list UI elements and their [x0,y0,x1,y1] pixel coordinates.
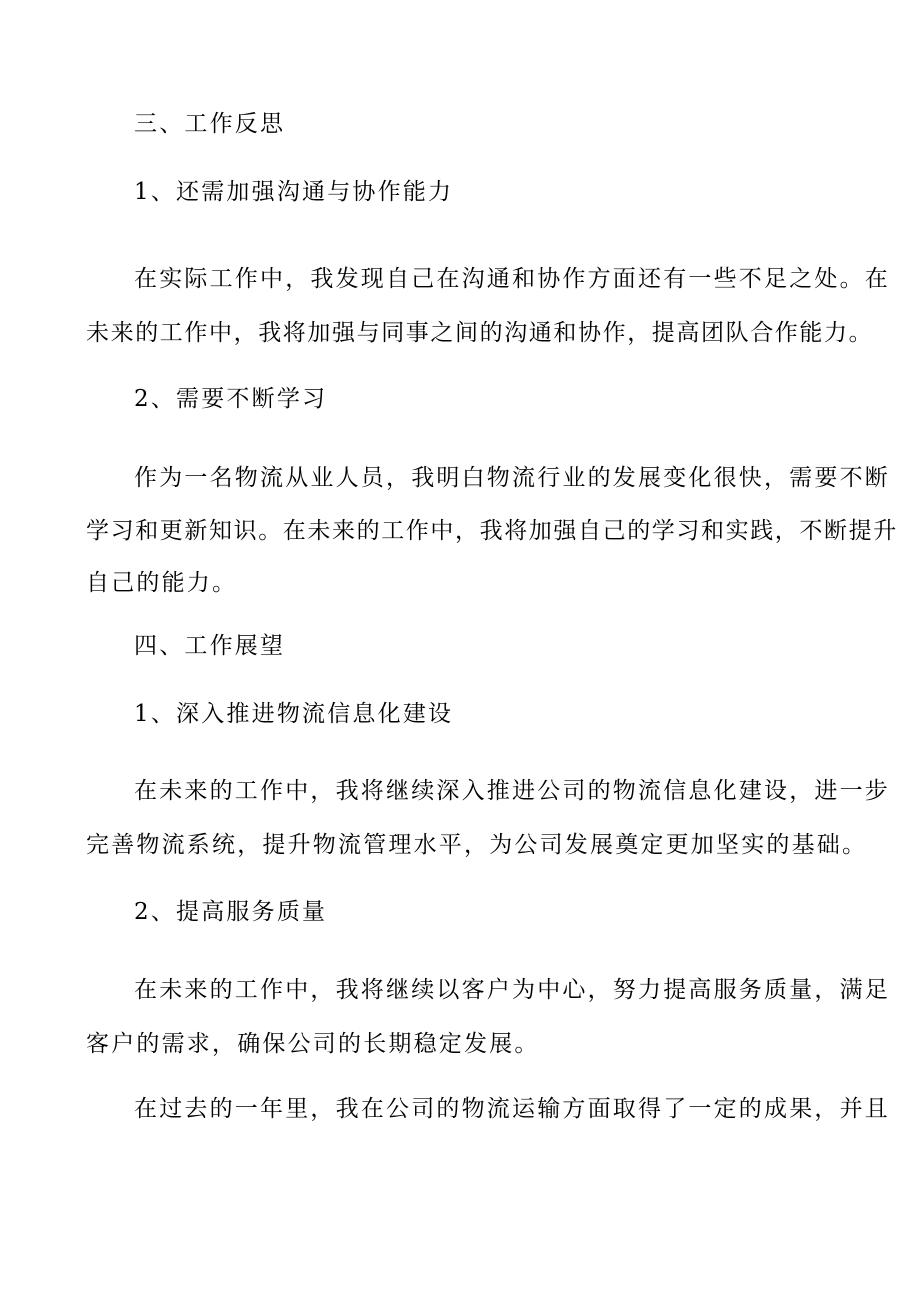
subheading-learning: 2、需要不断学习 [134,386,328,412]
section-heading-reflection: 三、工作反思 [134,111,286,137]
subheading-service-quality: 2、提高服务质量 [134,899,328,925]
paragraph-line: 自己的能力。 [86,570,238,596]
subheading-communication: 1、还需加强沟通与协作能力 [134,179,454,205]
paragraph-line: 在未来的工作中，我将继续深入推进公司的物流信息化建设，进一步 [134,778,890,804]
paragraph-line: 未来的工作中，我将加强与同事之间的沟通和协作，提高团队合作能力。 [86,320,874,346]
section-heading-outlook: 四、工作展望 [134,633,286,659]
paragraph-line: 学习和更新知识。在未来的工作中，我将加强自己的学习和实践，不断提升 [86,518,898,544]
paragraph-line: 在未来的工作中，我将继续以客户为中心，努力提高服务质量，满足 [134,977,890,1003]
paragraph-line: 作为一名物流从业人员，我明白物流行业的发展变化很快，需要不断 [134,465,890,491]
paragraph-line: 完善物流系统，提升物流管理水平，为公司发展奠定更加坚实的基础。 [86,832,868,858]
paragraph-line: 客户的需求，确保公司的长期稳定发展。 [86,1031,540,1057]
paragraph-line: 在过去的一年里，我在公司的物流运输方面取得了一定的成果，并且 [134,1096,890,1122]
paragraph-line: 在实际工作中，我发现自己在沟通和协作方面还有一些不足之处。在 [134,266,890,292]
subheading-informatization: 1、深入推进物流信息化建设 [134,701,454,727]
